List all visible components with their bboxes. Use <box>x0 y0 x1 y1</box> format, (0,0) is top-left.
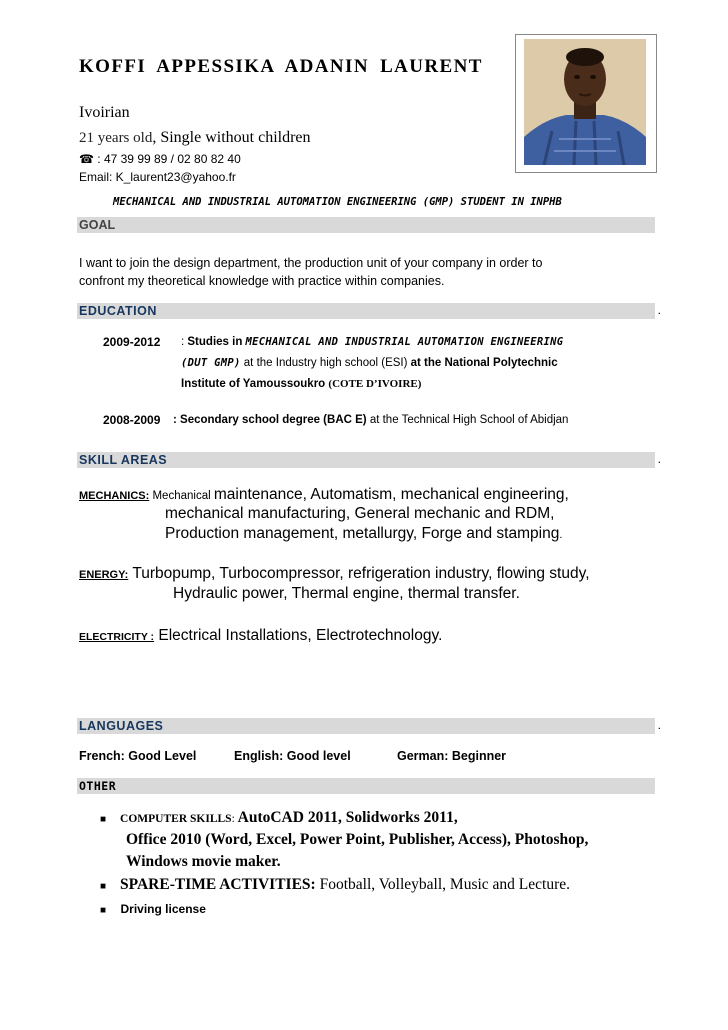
edu-entry-1-line-1 <box>181 336 563 348</box>
edu-institute: at the National Polytechnic <box>410 357 558 369</box>
age: 21 years old <box>79 130 153 146</box>
goal-section-header <box>77 217 655 233</box>
edu-years-1: 2009-2012 <box>103 335 161 349</box>
electricity-line <box>79 627 442 645</box>
spare-time-line <box>100 876 570 894</box>
electricity-text: Electrical Installations, Electrotechnology. <box>154 627 443 644</box>
language-german: German: Beginner <box>397 749 507 763</box>
square-bullet-icon: ■ <box>100 905 107 916</box>
computer-skills-label: COMPUTER SKILLS <box>120 813 232 825</box>
edu-entry-1-line-3 <box>181 378 421 390</box>
goal-text-line-2: confront my theoretical knowledge with practice within companies. <box>79 274 445 288</box>
mechanics-text-3: Production management, metallurgy, Forge and stamping <box>165 525 560 542</box>
edu-institute-2: Institute of Yamoussoukro <box>181 378 329 390</box>
education-title: EDUCATION <box>79 304 157 318</box>
mechanics-line-2: mechanical manufacturing, General mechanic and RDM, <box>165 505 555 522</box>
computer-skills-line-3: Windows movie maker. <box>126 853 281 870</box>
mechanics-end: . <box>559 529 563 541</box>
goal-text-line-1: I want to join the design department, the production unit of your company in order to <box>79 256 543 270</box>
age-status <box>79 129 311 147</box>
headline: MECHANICAL AND INDUSTRIAL AUTOMATION ENGINEERING (GMP) STUDENT IN INPHB <box>113 196 562 208</box>
edu-field-1: MECHANICAL AND INDUSTRIAL AUTOMATION ENGINEERING <box>245 336 564 348</box>
energy-line-2: Hydraulic power, Thermal engine, thermal transfer. <box>173 585 520 602</box>
edu-degree: : Secondary school degree (BAC E) <box>173 414 367 426</box>
edu-years-2: 2008-2009 <box>103 413 161 427</box>
edu-entry-2 <box>173 414 568 426</box>
energy-text-1: Turbopump, Turbocompressor, refrigeration industry, flowing study, <box>128 565 590 582</box>
skills-section-header <box>77 452 661 468</box>
spare-time-text: Football, Volleyball, Music and Lecture. <box>315 876 570 893</box>
edu-school: at the Industry high school (ESI) <box>240 357 411 369</box>
languages-title: LANGUAGES <box>79 719 164 733</box>
energy-line-1 <box>79 565 590 583</box>
other-title: OTHER <box>79 779 117 793</box>
mechanics-text-1: maintenance, Automatism, mechanical engineering, <box>213 486 569 503</box>
marital-status: , Single without children <box>152 129 311 146</box>
phone-icon: ☎ <box>79 152 94 166</box>
edu-studies-in: Studies in <box>187 336 246 348</box>
skills-dot: . <box>657 452 661 466</box>
skills-title: SKILL AREAS <box>79 453 168 467</box>
language-english: English: Good level <box>234 749 351 763</box>
profile-photo <box>524 39 646 165</box>
edu-degree-school: at the Technical High School of Abidjan <box>366 414 569 426</box>
mechanics-line-1 <box>79 486 569 504</box>
mechanics-line-3 <box>165 525 562 543</box>
edu-country: (COTE D’IVOIRE) <box>328 378 422 390</box>
edu-entry-1-line-2 <box>181 357 558 369</box>
education-dot: . <box>657 303 661 317</box>
phone-number: : 47 39 99 89 / 02 80 82 40 <box>93 152 241 166</box>
candidate-name: KOFFI APPESSIKA ADANIN LAURENT <box>79 56 483 77</box>
phone-line <box>79 152 241 166</box>
energy-label: ENERGY: <box>79 569 129 581</box>
computer-skills-line-2: Office 2010 (Word, Excel, Power Point, Publisher, Access), Photoshop, <box>126 831 589 848</box>
email-line: Email: K_laurent23@yahoo.fr <box>79 170 236 184</box>
language-french: French: Good Level <box>79 749 197 763</box>
computer-skills-line-1 <box>100 809 458 827</box>
mechanics-small: Mechanical <box>149 490 214 502</box>
languages-section-header <box>77 718 661 734</box>
nationality: Ivoirian <box>79 104 130 121</box>
edu-colon: : <box>181 336 188 348</box>
edu-field-2: (DUT GMP) <box>181 357 241 369</box>
profile-photo-frame <box>515 34 657 173</box>
square-bullet-icon: ■ <box>100 814 107 825</box>
education-section-header <box>77 303 661 319</box>
electricity-label: ELECTRICITY : <box>79 631 155 643</box>
computer-skills-colon: : <box>231 813 238 825</box>
goal-text <box>79 254 659 290</box>
mechanics-label: MECHANICS: <box>79 490 150 502</box>
driving-license-line <box>100 900 206 918</box>
driving-license: Driving license <box>120 902 206 916</box>
languages-dot: . <box>657 718 661 732</box>
other-section-header <box>77 778 655 794</box>
spare-time-label: SPARE-TIME ACTIVITIES: <box>120 876 316 893</box>
goal-title: GOAL <box>79 218 116 232</box>
computer-skills-text-1: AutoCAD 2011, Solidworks 2011, <box>237 809 458 826</box>
square-bullet-icon: ■ <box>100 881 107 892</box>
